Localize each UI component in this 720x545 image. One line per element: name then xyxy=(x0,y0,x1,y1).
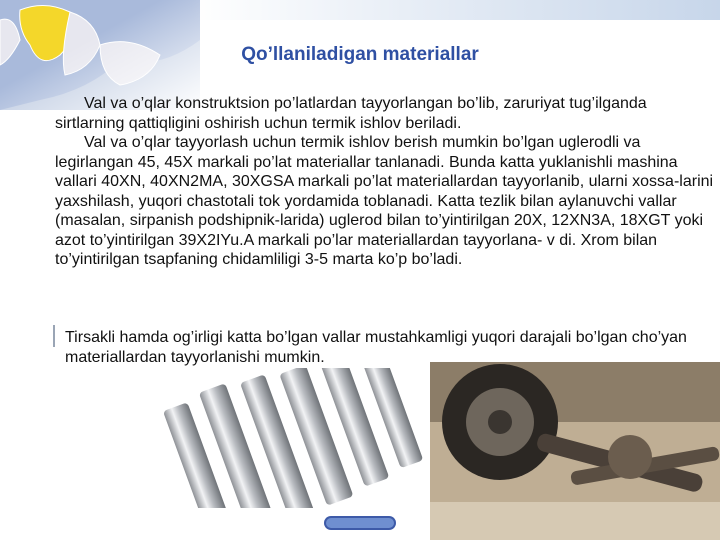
header-band xyxy=(190,0,720,20)
shafts-photo xyxy=(160,368,428,508)
slide-title: Qo’llaniladigan materiallar xyxy=(241,44,479,65)
callout-text: Tirsakli hamda og’irligi katta bo’lgan vallar mustahkamligi yuqori darajali bo’lgan cho’yan materiallardan tayyorlanishi mumkin. xyxy=(65,329,687,366)
paragraph-1: Val va o’qlar konstruktsion po’latlardan tayyorlangan bo’lib, zaruriyat tug’ilganda sirtlarning qattiqligini oshirish uchun termik ishlov beriladi. xyxy=(55,95,647,132)
brand-logo xyxy=(324,512,396,534)
paragraph-2: Val va o’qlar tayyorlash uchun termik ishlov berish mumkin bo’lgan uglerodli va legirlangan 45, 45X markali po’lat materiallar tanlanadi. Bunda katta yuklanishli mashina vallari 40XN, 40XN2MA, 30XGSA markali po’lat materiallardan tayyorlanib, ularni xossa-larini yaxshilash, yuqori chastotali tok yordamida toblanadi. Katta tezlik bilan aylanuvchi vallar (masalan, sirpanish podshipnik-larida) uglerod bilan to’yintirilgan 20X, 12XN3A, 18XGT yoki azot to’yintirilgan 39X2IYu.A markali po’lar materiallardan tayyorlana- v di. Xrom bilan to’yintirilgan tsapfaning chidamliligi 3-5 marta ko’p bo’ladi. xyxy=(55,134,714,268)
body-text xyxy=(55,94,715,270)
axle-photo xyxy=(430,362,720,540)
